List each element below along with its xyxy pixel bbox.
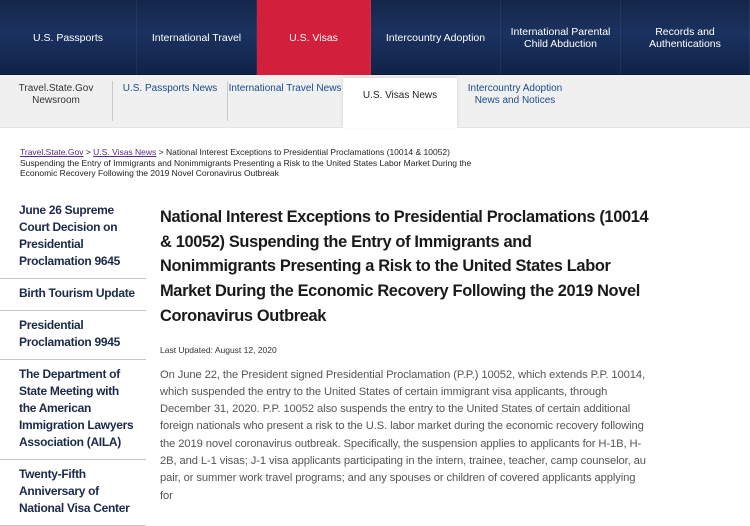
subnav-newsroom[interactable]: Travel.State.Gov Newsroom [18,83,94,106]
breadcrumb-link-home[interactable]: Travel.State.Gov [20,147,84,157]
breadcrumb-separator: > [156,147,166,157]
breadcrumb-current: National Interest Exceptions to Presidential Proclamations (10014 & 10052) Suspending the Entry of Immigrants and Nonimmigrants Presenting a Risk to the United States Labor Market During the Economic Recovery Following the 2019 Novel Coronavirus Outbreak [20,147,472,178]
breadcrumb-separator: > [83,147,94,157]
sidebar-item-supreme-court-decision[interactable]: June 26 Supreme Court Decision on Presidential Proclamation 9645 [0,196,146,279]
topnav-child-abduction[interactable]: International Parental Child Abduction [501,0,621,75]
sidebar-item-proclamation-9945[interactable]: Presidential Proclamation 9945 [0,311,146,360]
breadcrumb [20,147,490,179]
topnav-records-authentications[interactable]: Records and Authentications [621,0,750,75]
sidebar-item-aila-meeting[interactable]: The Department of State Meeting with the American Immigration Lawyers Association (AILA) [0,360,146,460]
sidebar-item-birth-tourism[interactable]: Birth Tourism Update [0,279,146,311]
sub-navigation [0,75,750,128]
sidebar-item-nvc-anniversary[interactable]: Twenty-Fifth Anniversary of National Visa Center [0,460,146,526]
subnav-international-travel-news[interactable]: International Travel News [228,83,342,94]
topnav-us-passports[interactable]: U.S. Passports [0,0,137,75]
topnav-intercountry-adoption[interactable]: Intercountry Adoption [371,0,501,75]
breadcrumb-link-visas-news[interactable]: U.S. Visas News [93,147,157,157]
topnav-us-visas[interactable]: U.S. Visas [257,0,371,75]
subnav-adoption-news[interactable]: Intercountry Adoption News and Notices [467,83,563,106]
top-navigation [0,0,750,75]
main-content [160,205,650,505]
sidebar [0,196,146,526]
topnav-international-travel[interactable]: International Travel [137,0,257,75]
last-updated: Last Updated: August 12, 2020 [160,344,277,355]
page-title: National Interest Exceptions to Presidential Proclamations (10014 & 10052) Suspending the Entry of Immigrants and Nonimmigrants Presenting a Risk to the United States Labor Market During the Economic Recovery Following the 2019 Novel Coronavirus Outbreak [160,208,649,325]
subnav-passports-news[interactable]: U.S. Passports News [122,83,218,94]
article-body: On June 22, the President signed Presidential Proclamation (P.P.) 10052, which extends P.P. 10014, which suspended the entry to the United States of certain immigrant visa applicants, through December 31, 2020. P.P. 10052 also suspends the entry to the United States of certain additional foreign nationals who present a risk to the U.S. labor market during the economic recovery following the 2019 novel coronavirus outbreak. Specifically, the suspension applies to applicants for H-1B, H-2B, and L-1 visas; J-1 visa applicants participating in the intern, trainee, teacher, camp counselor, au pair, or summer work travel programs; and any spouses or children of covered applicants applying for [160,368,646,502]
subnav-us-visas-news[interactable]: U.S. Visas News [343,78,457,128]
